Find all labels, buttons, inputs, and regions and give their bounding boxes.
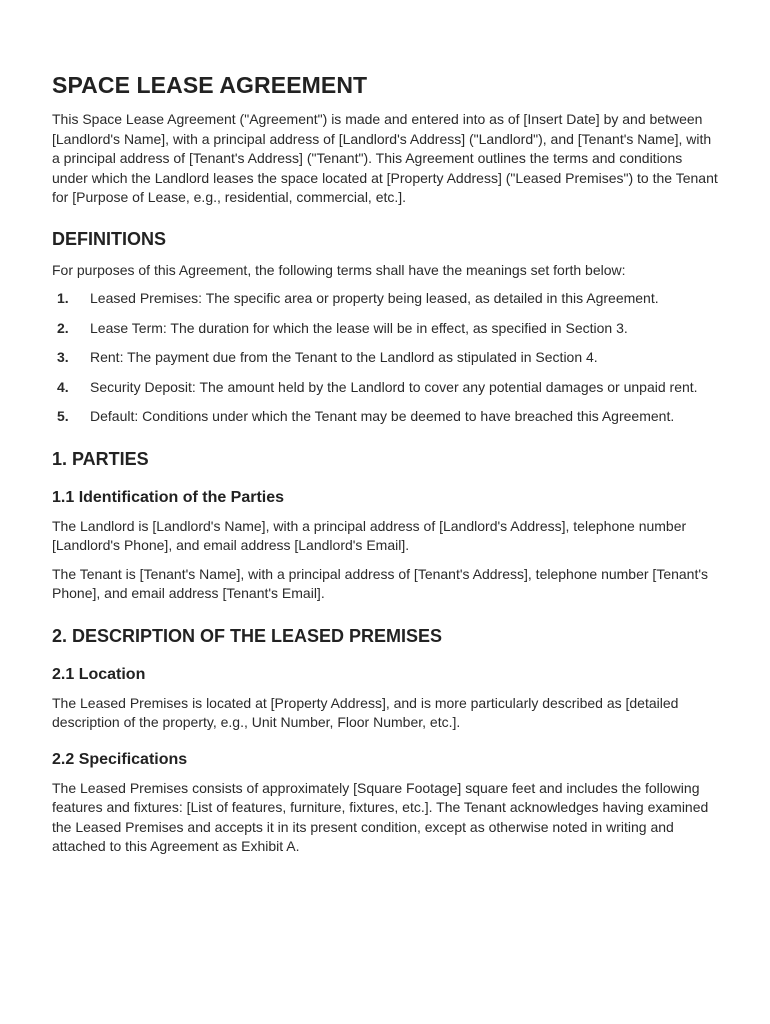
- list-item-number: 3.: [57, 349, 69, 365]
- landlord-paragraph: The Landlord is [Landlord's Name], with a principal address of [Landlord's Address], telephone number [Landlord's Phone], and email address [Landlord's Email].: [52, 517, 687, 553]
- list-item-number: 5.: [57, 408, 69, 424]
- definitions-list: [52, 289, 718, 427]
- list-item-number: 2.: [57, 319, 69, 336]
- location-heading: 2.1 Location: [52, 665, 146, 683]
- list-item-text: Security Deposit: The amount held by the Landlord to cover any potential damages or unpaid rent.: [90, 378, 698, 395]
- document-title: SPACE LEASE AGREEMENT: [52, 72, 368, 98]
- list-item: [52, 378, 718, 398]
- list-item: [52, 407, 718, 427]
- parties-heading: 1. PARTIES: [52, 448, 149, 469]
- list-item: [52, 348, 718, 368]
- intro-paragraph: This Space Lease Agreement ("Agreement") is made and entered into as of [Insert Date] by and between [Landlord's Name], with a principal address of [Landlord's Address] ("Landlord"), and [Tenant's Name], with a principal address of [Tenant's Address] ("Tenant"). This Agreement outlines the terms and conditions under which the Landlord leases the space located at [Property Address] ("Leased Premises") to the Tenant for [Purpose of Lease, e.g., residential, commercial, etc.].: [52, 111, 718, 205]
- identification-heading: 1.1 Identification of the Parties: [52, 488, 285, 506]
- definitions-heading: DEFINITIONS: [52, 228, 167, 249]
- definitions-intro: For purposes of this Agreement, the following terms shall have the meanings set forth below:: [52, 261, 626, 278]
- list-item-text: Default: Conditions under which the Tenant may be deemed to have breached this Agreement.: [90, 408, 675, 424]
- list-item: [52, 289, 718, 309]
- list-item-text: Lease Term: The duration for which the lease will be in effect, as specified in Section 3.: [90, 319, 628, 336]
- list-item-number: 1.: [57, 290, 69, 306]
- tenant-paragraph: The Tenant is [Tenant's Name], with a principal address of [Tenant's Address], telephone number [Tenant's Phone], and email address [Tenant's Email].: [52, 565, 709, 601]
- list-item-number: 4.: [57, 378, 69, 395]
- list-item-text: Leased Premises: The specific area or property being leased, as detailed in this Agreement.: [90, 290, 659, 306]
- premises-heading: 2. DESCRIPTION OF THE LEASED PREMISES: [52, 625, 443, 646]
- specifications-heading: 2.2 Specifications: [52, 750, 188, 768]
- list-item: [52, 319, 718, 339]
- specifications-paragraph: The Leased Premises consists of approximately [Square Footage] square feet and includes the following features and fixtures: [List of features, furniture, fixtures, etc.]. The Tenant acknowledges having examined the Leased Premises and accepts it in its present condition, except as otherwise noted in writing and attached to this Agreement as Exhibit A.: [52, 779, 709, 854]
- list-item-text: Rent: The payment due from the Tenant to the Landlord as stipulated in Section 4.: [90, 349, 598, 365]
- location-paragraph: The Leased Premises is located at [Property Address], and is more particularly described as [detailed description of the property, e.g., Unit Number, Floor Number, etc.].: [52, 694, 679, 730]
